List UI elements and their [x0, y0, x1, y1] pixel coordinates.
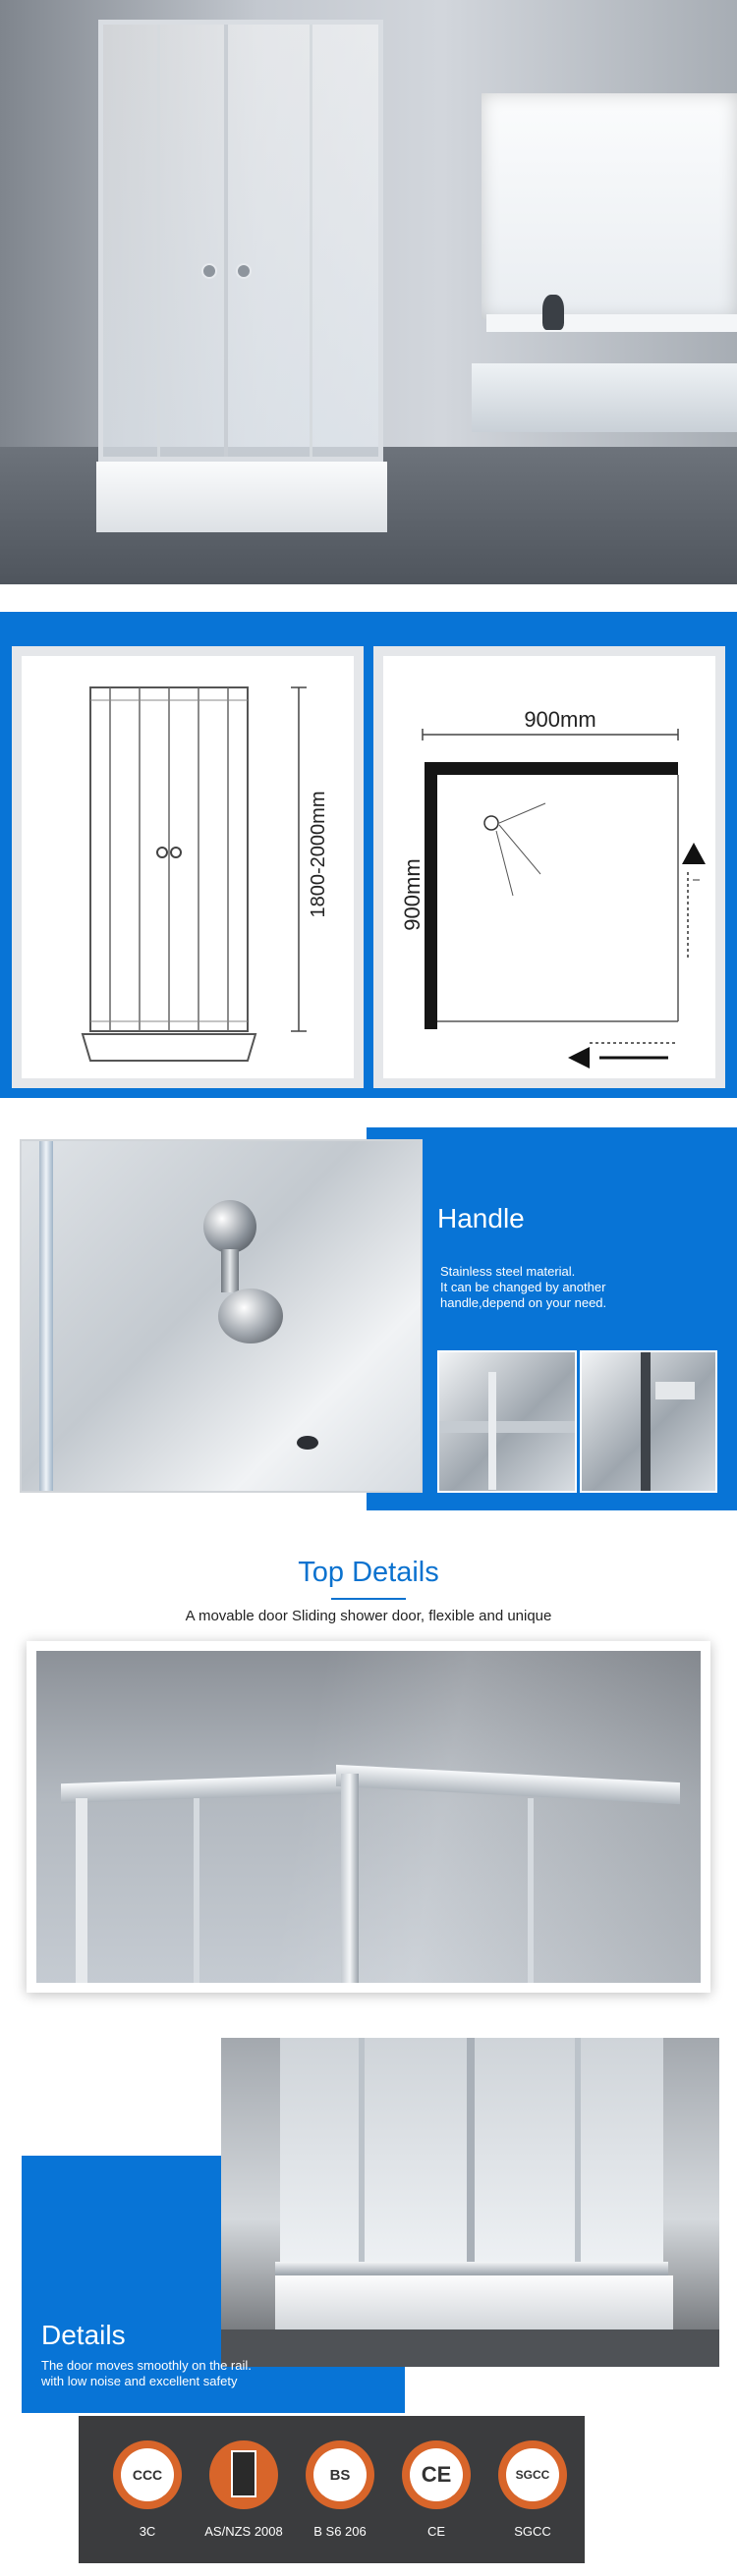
handle-detail-photo-1 [437, 1350, 577, 1493]
cert-label: SGCC [514, 2524, 551, 2539]
door-frame [224, 25, 228, 457]
frame-bracket [655, 1382, 695, 1399]
top-details-subtitle: A movable door Sliding shower door, flexible and unique [185, 1608, 552, 1624]
niche-shelf [486, 314, 737, 332]
shower-tray [96, 462, 387, 532]
wall-shading [36, 1651, 701, 1983]
front-dimension-card [12, 646, 364, 1088]
handle-closeup-photo [20, 1139, 423, 1493]
ccc-mark-icon [113, 2440, 182, 2509]
frame-post [467, 2038, 475, 2269]
top-details-title: Top Details [298, 1557, 439, 1588]
cert-label: 3C [139, 2524, 156, 2539]
frame-post [359, 2038, 365, 2269]
handle-knob-large [218, 1288, 283, 1343]
frame-post [528, 1798, 534, 1983]
shower-tray [275, 2275, 673, 2329]
badge-mark: CE [410, 2448, 463, 2501]
cert-label: CE [426, 2524, 446, 2539]
plan-dimension-card [373, 646, 725, 1088]
drain [297, 1436, 318, 1450]
depth-dimension-label: 900mm [400, 858, 425, 931]
handle-stem [221, 1249, 239, 1292]
badge-mark: BS [313, 2448, 367, 2501]
shower-enclosure [98, 20, 383, 462]
badge-mark: SGCC [506, 2448, 559, 2501]
glass-edge [39, 1141, 53, 1493]
handle-desc-line2: It can be changed by another [440, 1280, 606, 1294]
handle-desc-line1: Stainless steel material. [440, 1264, 576, 1279]
top-details-photo [36, 1651, 701, 1983]
details-desc-line1: The door moves smoothly on the rail. [41, 2358, 252, 2373]
frame-post [641, 1352, 651, 1493]
width-dimension-label: 900mm [524, 707, 596, 732]
frame-post [575, 2038, 581, 2269]
frame-post [76, 1798, 87, 1983]
floor [221, 2329, 719, 2367]
details-title: Details [41, 2320, 126, 2350]
handle-desc-line3: handle,depend on your need. [440, 1295, 607, 1310]
as-nzs-mark-icon [209, 2440, 278, 2509]
corner-post [341, 1774, 359, 1983]
bottom-rail [275, 2262, 668, 2275]
frame-post [488, 1372, 496, 1490]
decor-vase [542, 295, 564, 330]
ce-mark-icon [402, 2440, 471, 2509]
frame-post [194, 1798, 199, 1983]
front-elevation-drawing [22, 656, 354, 1078]
title-underline [331, 1598, 406, 1600]
cert-label: AS/NZS 2008 [204, 2524, 283, 2539]
door-frame [157, 25, 160, 457]
height-dimension-label: 1800-2000mm [308, 791, 329, 918]
details-desc-line2: with low noise and excellent safety [41, 2374, 238, 2388]
handle-detail-photo-2 [580, 1350, 717, 1493]
certificate-tag [231, 2450, 256, 2497]
kitemark-icon [306, 2440, 374, 2509]
badge-mark: CCC [121, 2448, 174, 2501]
door-frame [310, 25, 312, 457]
bathtub [472, 363, 737, 432]
top-details-photo-frame [27, 1641, 710, 1993]
cert-label: B S6 206 [313, 2524, 367, 2539]
hero-product-photo [0, 0, 737, 584]
handle-knob [236, 263, 252, 279]
details-photo [221, 2038, 719, 2367]
handle-knob-large [203, 1200, 256, 1253]
handle-title: Handle [437, 1203, 525, 1233]
wall-niche [482, 93, 737, 319]
certification-bar [79, 2416, 585, 2563]
frame-rail [439, 1421, 577, 1433]
handle-knob [201, 263, 217, 279]
sgcc-mark-icon [498, 2440, 567, 2509]
